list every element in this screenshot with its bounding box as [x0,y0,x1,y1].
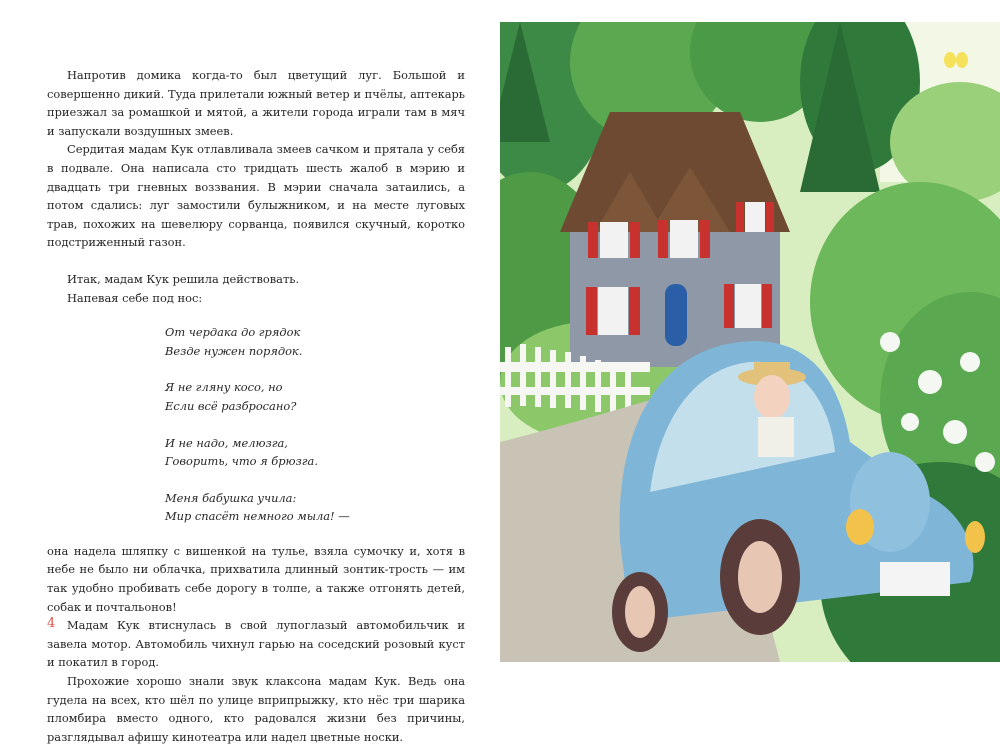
poem-stanza-2 [165,378,465,415]
paragraph-1: Напротив домика когда-то был цветущий луг. Большой и совершенно дикий. Туда прилетали южный ветер и пчёлы, аптекарь приезжал за ромашкой и мятой, а жители города играли там в мяч и запускали воздушных змеев. [47,68,465,138]
poem-line: Меня бабушка учила: [165,490,297,505]
cottage [560,112,790,367]
page-number: 4 [47,616,56,631]
poem-stanza-1 [165,323,465,360]
left-page [0,0,500,744]
poem-line: Если всё разбросано? [165,398,297,413]
poem-line: И не надо, мелюзга, [165,435,288,450]
poem [165,323,465,526]
poem-line: Говорить, что я брюзга. [165,454,318,469]
poem-stanza-4 [165,489,465,526]
poem-line: Мир спасёт немного мыла! — [165,509,350,524]
poem-stanza-3 [165,434,465,471]
illustration [500,22,1000,662]
paragraph-3: Итак, мадам Кук решила действовать. [67,271,300,286]
poem-line: Везде нужен порядок. [165,343,303,358]
paragraph-2: Сердитая мадам Кук отлавливала змеев сачком и прятала у себя в подвале. Она написала сто тридцать шесть жалоб в мэрию и двадцать три гневных воззвания. В мэрии сначала затаились, а потом сдались: луг замостили булыжником, и на месте луговых трав, похожих на шевелюру сорванца, появился скучный, коротко подстриженный газон. [47,142,465,250]
paragraph-7: Прохожие хорошо знали звук клаксона мадам Кук. Ведь она гудела на всех, кто шёл по улице вприпрыжку, кто нёс три шарика пломбира вместо одного, кто радовался жизни без причины, разглядывал афишу кинотеатра или надел цветные носки. [47,674,465,744]
illustration-svg [500,22,1000,662]
poem-line: От чердака до грядок [165,325,301,340]
poem-line: Я не гляну косо, но [165,380,283,395]
text-column [47,66,465,746]
paragraph-5: она надела шляпку с вишенкой на тулье, взяла сумочку и, хотя в небе не было ни облачка, прихватила длинный зонтик-трость — им так удобно пробивать себе дорогу в толпе, а также отгонять детей, собак и почтальонов! [47,543,465,614]
paragraph-4: Напевая себе под нос: [67,290,203,305]
paragraph-6: Мадам Кук втиснулась в свой лупоглазый автомобильчик и завела мотор. Автомобиль чихнул гарью на соседский розовый куст и покатил в город. [47,618,465,670]
